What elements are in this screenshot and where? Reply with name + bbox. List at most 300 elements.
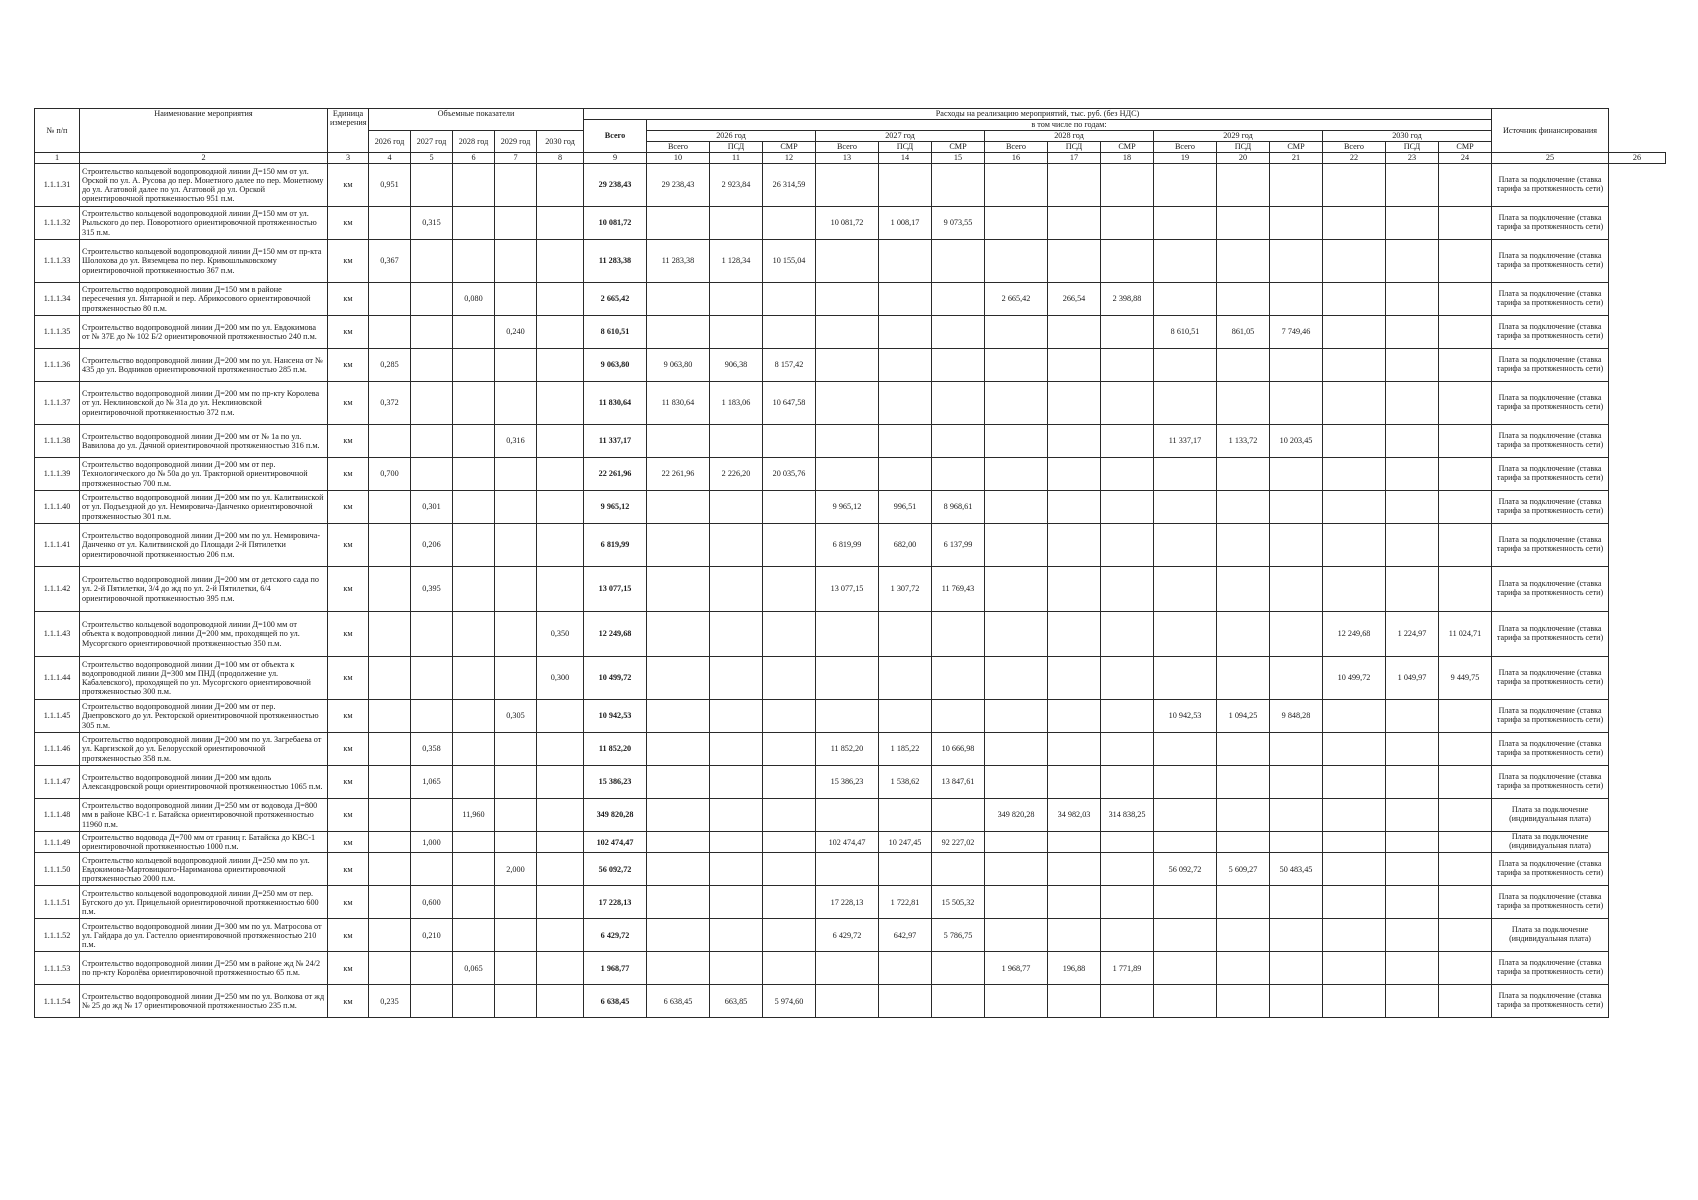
row-volume <box>495 766 537 799</box>
row-volume <box>369 886 411 919</box>
row-cost: 2 923,84 <box>710 164 763 207</box>
header-cost-year: 2028 год <box>985 131 1154 142</box>
row-volume <box>453 382 495 425</box>
row-cost <box>1270 657 1323 700</box>
row-cost <box>985 700 1048 733</box>
row-cost <box>985 349 1048 382</box>
row-cost <box>1101 316 1154 349</box>
row-unit: км <box>328 382 369 425</box>
row-cost <box>932 612 985 657</box>
row-name: Строительство водопроводной линии Д=250 мм от водовода Д=800 мм в районе КВС-1 г. Батайска ориентировочной протяженностью 11960 п.м. <box>80 799 328 832</box>
column-number: 5 <box>411 153 453 164</box>
row-cost <box>816 382 879 425</box>
row-cost <box>1386 919 1439 952</box>
header-sub: ПСД <box>1217 142 1270 153</box>
header-cost-year: 2026 год <box>647 131 816 142</box>
row-cost <box>647 853 710 886</box>
row-cost <box>1048 700 1101 733</box>
row-cost: 102 474,47 <box>816 832 879 853</box>
row-volume: 0,600 <box>411 886 453 919</box>
row-volume <box>369 612 411 657</box>
row-cost: 50 483,45 <box>1270 853 1323 886</box>
row-name: Строительство водопроводной линии Д=200 мм по пр-кту Королева от ул. Неклиновской до № 31а до ул. Неклиновской ориентировочной протяженностью 372 п.м. <box>80 382 328 425</box>
row-volume: 0,316 <box>495 425 537 458</box>
row-total: 6 819,99 <box>584 524 647 567</box>
table-row <box>35 919 1666 952</box>
row-cost <box>1323 382 1386 425</box>
row-volume <box>411 853 453 886</box>
row-source: Плата за подключение (индивидуальная плата) <box>1492 799 1609 832</box>
row-volume <box>537 766 584 799</box>
row-cost <box>647 886 710 919</box>
table-row <box>35 832 1666 853</box>
table-row <box>35 458 1666 491</box>
row-cost <box>1270 349 1323 382</box>
row-cost <box>816 164 879 207</box>
row-cost: 2 398,88 <box>1101 283 1154 316</box>
row-volume: 1,065 <box>411 766 453 799</box>
row-volume <box>495 164 537 207</box>
row-cost <box>1101 886 1154 919</box>
row-cost <box>1386 832 1439 853</box>
column-number: 15 <box>932 153 985 164</box>
row-volume <box>369 853 411 886</box>
row-cost <box>710 853 763 886</box>
header-cost-year: 2027 год <box>816 131 985 142</box>
row-unit: км <box>328 612 369 657</box>
row-cost <box>1154 657 1217 700</box>
row-cost <box>710 491 763 524</box>
row-cost: 9 073,55 <box>932 207 985 240</box>
row-number: 1.1.1.53 <box>35 952 80 985</box>
row-name: Строительство кольцевой водопроводной линии Д=150 мм от ул. Рыльского до пер. Поворотного ориентировочной протяженностью 315 п.м. <box>80 207 328 240</box>
row-cost <box>932 382 985 425</box>
row-cost: 6 137,99 <box>932 524 985 567</box>
row-number: 1.1.1.33 <box>35 240 80 283</box>
row-volume: 0,285 <box>369 349 411 382</box>
row-cost <box>1217 886 1270 919</box>
row-cost: 1 224,97 <box>1386 612 1439 657</box>
row-cost <box>879 283 932 316</box>
row-source: Плата за подключение (ставка тарифа за протяженность сети) <box>1492 657 1609 700</box>
row-cost <box>1323 164 1386 207</box>
row-volume <box>369 919 411 952</box>
row-cost <box>985 919 1048 952</box>
row-cost <box>710 919 763 952</box>
row-cost <box>1217 919 1270 952</box>
row-cost <box>710 799 763 832</box>
row-cost: 996,51 <box>879 491 932 524</box>
row-cost <box>985 524 1048 567</box>
row-volume: 0,951 <box>369 164 411 207</box>
row-cost <box>1101 766 1154 799</box>
row-cost: 22 261,96 <box>647 458 710 491</box>
row-volume: 0,395 <box>411 567 453 612</box>
row-volume <box>369 491 411 524</box>
row-cost: 6 819,99 <box>816 524 879 567</box>
table-row <box>35 491 1666 524</box>
row-cost <box>1154 832 1217 853</box>
row-name: Строительство водовода Д=700 мм от границ г. Батайска до КВС-1 ориентировочной протяженностью 1000 п.м. <box>80 832 328 853</box>
row-cost: 11 337,17 <box>1154 425 1217 458</box>
header-sub: Всего <box>985 142 1048 153</box>
table-row <box>35 316 1666 349</box>
row-volume <box>495 952 537 985</box>
row-cost <box>647 425 710 458</box>
column-number: 12 <box>763 153 816 164</box>
row-cost <box>985 316 1048 349</box>
row-unit: км <box>328 766 369 799</box>
row-volume <box>411 240 453 283</box>
row-cost <box>932 164 985 207</box>
column-number: 18 <box>1101 153 1154 164</box>
row-volume <box>537 567 584 612</box>
row-cost <box>1154 207 1217 240</box>
row-cost <box>1439 567 1492 612</box>
row-cost <box>710 425 763 458</box>
row-cost <box>879 657 932 700</box>
row-volume <box>495 657 537 700</box>
row-number: 1.1.1.47 <box>35 766 80 799</box>
row-unit: км <box>328 799 369 832</box>
row-cost <box>1323 349 1386 382</box>
row-name: Строительство кольцевой водопроводной линии Д=250 мм от пер. Бугского до ул. Прицельной ориентировочной протяженностью 600 п.м. <box>80 886 328 919</box>
row-source: Плата за подключение (ставка тарифа за протяженность сети) <box>1492 733 1609 766</box>
row-volume <box>411 700 453 733</box>
row-cost <box>1439 207 1492 240</box>
table-row <box>35 799 1666 832</box>
row-cost <box>1439 491 1492 524</box>
row-cost <box>1048 733 1101 766</box>
row-cost: 861,05 <box>1217 316 1270 349</box>
row-cost <box>932 458 985 491</box>
row-volume <box>453 425 495 458</box>
row-cost <box>1270 952 1323 985</box>
row-unit: км <box>328 700 369 733</box>
header-total: Всего <box>584 120 647 153</box>
row-volume <box>537 283 584 316</box>
row-volume <box>369 700 411 733</box>
row-cost <box>1048 919 1101 952</box>
row-cost <box>1270 985 1323 1018</box>
table-row <box>35 207 1666 240</box>
row-volume <box>537 316 584 349</box>
row-source: Плата за подключение (ставка тарифа за протяженность сети) <box>1492 283 1609 316</box>
row-volume <box>537 240 584 283</box>
column-number: 14 <box>879 153 932 164</box>
row-cost <box>985 491 1048 524</box>
row-cost: 10 647,58 <box>763 382 816 425</box>
row-cost <box>816 700 879 733</box>
row-cost <box>1439 832 1492 853</box>
row-cost <box>1270 733 1323 766</box>
row-name: Строительство водопроводной линии Д=200 мм по ул. Евдокимова от № 37Е до № 102 Б/2 ориентировочной протяженностью 240 п.м. <box>80 316 328 349</box>
row-cost <box>763 952 816 985</box>
row-cost <box>763 657 816 700</box>
row-name: Строительство водопроводной линии Д=200 мм по ул. Немировича-Данченко от ул. Калитвинской до Площади 2-й Пятилетки ориентировочной протяженностью 206 п.м. <box>80 524 328 567</box>
row-cost <box>1217 799 1270 832</box>
row-cost <box>1154 799 1217 832</box>
row-source: Плата за подключение (ставка тарифа за протяженность сети) <box>1492 853 1609 886</box>
row-cost <box>1270 832 1323 853</box>
row-cost: 349 820,28 <box>985 799 1048 832</box>
row-cost <box>932 240 985 283</box>
row-unit: км <box>328 240 369 283</box>
row-cost <box>1386 491 1439 524</box>
column-number: 20 <box>1217 153 1270 164</box>
table-row <box>35 657 1666 700</box>
row-volume <box>537 700 584 733</box>
header-sub: СМР <box>1439 142 1492 153</box>
row-name: Строительство кольцевой водопроводной линии Д=150 мм от ул. Орской по ул. А. Русова до пер. Монетного далее по пер. Монетному до ул. Агатовой далее по ул. Агатовой до ул. Орской ориентировочной протяженностью 951 п.м. <box>80 164 328 207</box>
row-cost <box>1439 985 1492 1018</box>
row-cost <box>1386 799 1439 832</box>
row-cost <box>1439 316 1492 349</box>
row-cost <box>1386 283 1439 316</box>
row-number: 1.1.1.34 <box>35 283 80 316</box>
row-cost <box>1386 700 1439 733</box>
row-cost: 10 203,45 <box>1270 425 1323 458</box>
header-sub: ПСД <box>879 142 932 153</box>
header-cost-year: 2029 год <box>1154 131 1323 142</box>
row-cost <box>1154 952 1217 985</box>
row-volume: 0,080 <box>453 283 495 316</box>
row-number: 1.1.1.32 <box>35 207 80 240</box>
row-cost <box>985 985 1048 1018</box>
row-total: 9 063,80 <box>584 349 647 382</box>
row-cost <box>932 657 985 700</box>
row-total: 6 638,45 <box>584 985 647 1018</box>
row-volume <box>411 985 453 1018</box>
row-cost: 5 786,75 <box>932 919 985 952</box>
row-cost <box>985 853 1048 886</box>
row-total: 9 965,12 <box>584 491 647 524</box>
row-unit: км <box>328 853 369 886</box>
row-cost: 1 183,06 <box>710 382 763 425</box>
row-cost: 9 965,12 <box>816 491 879 524</box>
row-cost <box>1270 567 1323 612</box>
row-unit: км <box>328 425 369 458</box>
row-cost <box>1323 766 1386 799</box>
row-cost <box>763 524 816 567</box>
row-source: Плата за подключение (ставка тарифа за протяженность сети) <box>1492 240 1609 283</box>
row-volume <box>495 567 537 612</box>
row-cost <box>1323 491 1386 524</box>
row-volume <box>495 382 537 425</box>
row-cost: 1 771,89 <box>1101 952 1154 985</box>
row-cost: 8 610,51 <box>1154 316 1217 349</box>
table-row <box>35 985 1666 1018</box>
row-volume: 11,960 <box>453 799 495 832</box>
investment-program-table <box>34 108 1666 1018</box>
row-volume <box>453 207 495 240</box>
row-volume <box>453 567 495 612</box>
row-name: Строительство водопроводной линии Д=200 мм от пер. Технологического до № 50а до ул. Тракторной ориентировочной протяженностью 700 п.м. <box>80 458 328 491</box>
table-row <box>35 349 1666 382</box>
row-volume <box>495 919 537 952</box>
table-row <box>35 853 1666 886</box>
row-name: Строительство водопроводной линии Д=300 мм по ул. Матросова от ул. Гайдара до ул. Гастелло ориентировочной протяженностью 210 п.м. <box>80 919 328 952</box>
row-volume <box>495 886 537 919</box>
row-cost: 11 024,71 <box>1439 612 1492 657</box>
row-number: 1.1.1.40 <box>35 491 80 524</box>
table-row <box>35 612 1666 657</box>
row-source: Плата за подключение (ставка тарифа за протяженность сети) <box>1492 491 1609 524</box>
header-sub: СМР <box>932 142 985 153</box>
row-cost <box>1323 799 1386 832</box>
row-cost: 26 314,59 <box>763 164 816 207</box>
row-cost: 2 226,20 <box>710 458 763 491</box>
row-cost <box>985 425 1048 458</box>
row-cost: 13 847,61 <box>932 766 985 799</box>
row-total: 1 968,77 <box>584 952 647 985</box>
row-volume <box>495 349 537 382</box>
column-number: 13 <box>816 153 879 164</box>
row-volume <box>369 952 411 985</box>
row-cost <box>763 799 816 832</box>
header-num: № п/п <box>35 109 80 153</box>
row-number: 1.1.1.39 <box>35 458 80 491</box>
row-cost <box>816 283 879 316</box>
row-cost <box>1048 207 1101 240</box>
row-cost <box>932 316 985 349</box>
row-cost <box>647 952 710 985</box>
row-cost <box>1154 985 1217 1018</box>
row-unit: км <box>328 207 369 240</box>
row-total: 56 092,72 <box>584 853 647 886</box>
row-source: Плата за подключение (ставка тарифа за протяженность сети) <box>1492 382 1609 425</box>
column-number: 19 <box>1154 153 1217 164</box>
row-cost <box>1048 491 1101 524</box>
row-volume <box>369 524 411 567</box>
row-cost <box>1323 832 1386 853</box>
row-cost <box>985 733 1048 766</box>
row-cost: 8 157,42 <box>763 349 816 382</box>
row-volume <box>453 700 495 733</box>
row-cost <box>1439 524 1492 567</box>
row-unit: км <box>328 985 369 1018</box>
row-name: Строительство кольцевой водопроводной линии Д=100 мм от объекта к водопроводной линии Д=200 мм, проходящей по ул. Мусоргского ориентировочной протяженностью 350 п.м. <box>80 612 328 657</box>
table-row <box>35 382 1666 425</box>
row-cost <box>985 657 1048 700</box>
row-total: 10 081,72 <box>584 207 647 240</box>
row-cost: 642,97 <box>879 919 932 952</box>
row-source: Плата за подключение (ставка тарифа за протяженность сети) <box>1492 207 1609 240</box>
row-cost <box>1270 207 1323 240</box>
row-cost <box>932 985 985 1018</box>
row-cost <box>816 425 879 458</box>
row-cost <box>647 832 710 853</box>
row-volume <box>495 524 537 567</box>
row-cost: 1 133,72 <box>1217 425 1270 458</box>
row-cost: 13 077,15 <box>816 567 879 612</box>
row-volume <box>495 985 537 1018</box>
row-number: 1.1.1.50 <box>35 853 80 886</box>
column-number: 6 <box>453 153 495 164</box>
row-cost <box>647 700 710 733</box>
table-row <box>35 952 1666 985</box>
row-total: 11 337,17 <box>584 425 647 458</box>
row-cost <box>1323 567 1386 612</box>
row-cost <box>1217 612 1270 657</box>
header-costs: Расходы на реализацию мероприятий, тыс. руб. (без НДС) <box>584 109 1492 120</box>
row-cost <box>1101 700 1154 733</box>
row-cost <box>1323 886 1386 919</box>
row-volume <box>495 207 537 240</box>
row-cost <box>1270 919 1323 952</box>
row-volume <box>411 425 453 458</box>
row-cost <box>1101 349 1154 382</box>
row-number: 1.1.1.52 <box>35 919 80 952</box>
row-cost <box>647 316 710 349</box>
row-cost <box>1048 349 1101 382</box>
row-number: 1.1.1.42 <box>35 567 80 612</box>
row-cost <box>710 952 763 985</box>
column-number: 7 <box>495 153 537 164</box>
row-cost: 92 227,02 <box>932 832 985 853</box>
row-total: 29 238,43 <box>584 164 647 207</box>
row-cost <box>1048 657 1101 700</box>
row-cost <box>1217 832 1270 853</box>
row-cost <box>932 349 985 382</box>
row-cost <box>1439 799 1492 832</box>
column-number: 16 <box>985 153 1048 164</box>
row-cost <box>1439 853 1492 886</box>
row-volume <box>537 164 584 207</box>
row-cost <box>763 316 816 349</box>
row-cost <box>1270 164 1323 207</box>
row-cost <box>1270 382 1323 425</box>
header-by-years: в том числе по годам: <box>647 120 1492 131</box>
row-cost: 2 665,42 <box>985 283 1048 316</box>
row-cost <box>932 425 985 458</box>
row-cost <box>932 853 985 886</box>
row-cost <box>710 316 763 349</box>
row-cost: 10 942,53 <box>1154 700 1217 733</box>
row-cost <box>1439 458 1492 491</box>
row-cost <box>1439 733 1492 766</box>
row-cost: 196,88 <box>1048 952 1101 985</box>
column-number: 8 <box>537 153 584 164</box>
table-row <box>35 283 1666 316</box>
row-volume: 0,206 <box>411 524 453 567</box>
row-volume <box>453 766 495 799</box>
column-number: 25 <box>1492 153 1609 164</box>
row-source: Плата за подключение (ставка тарифа за протяженность сети) <box>1492 766 1609 799</box>
row-name: Строительство кольцевой водопроводной линии Д=150 мм от пр-кта Шолохова до ул. Вяземцева по пер. Кривошлыковскому ориентировочной протяженностью 367 п.м. <box>80 240 328 283</box>
table-header <box>35 109 1666 164</box>
row-volume: 1,000 <box>411 832 453 853</box>
row-volume <box>411 283 453 316</box>
row-cost <box>1323 425 1386 458</box>
row-volume: 0,300 <box>537 657 584 700</box>
row-cost <box>932 283 985 316</box>
row-number: 1.1.1.45 <box>35 700 80 733</box>
row-cost <box>1101 491 1154 524</box>
row-volume <box>537 985 584 1018</box>
table-row <box>35 886 1666 919</box>
column-number: 17 <box>1048 153 1101 164</box>
row-cost <box>763 919 816 952</box>
row-total: 10 942,53 <box>584 700 647 733</box>
row-total: 17 228,13 <box>584 886 647 919</box>
header-vol-year: 2029 год <box>495 131 537 153</box>
row-number: 1.1.1.46 <box>35 733 80 766</box>
row-cost <box>1217 657 1270 700</box>
header-sub: СМР <box>1101 142 1154 153</box>
row-number: 1.1.1.49 <box>35 832 80 853</box>
row-volume: 0,301 <box>411 491 453 524</box>
